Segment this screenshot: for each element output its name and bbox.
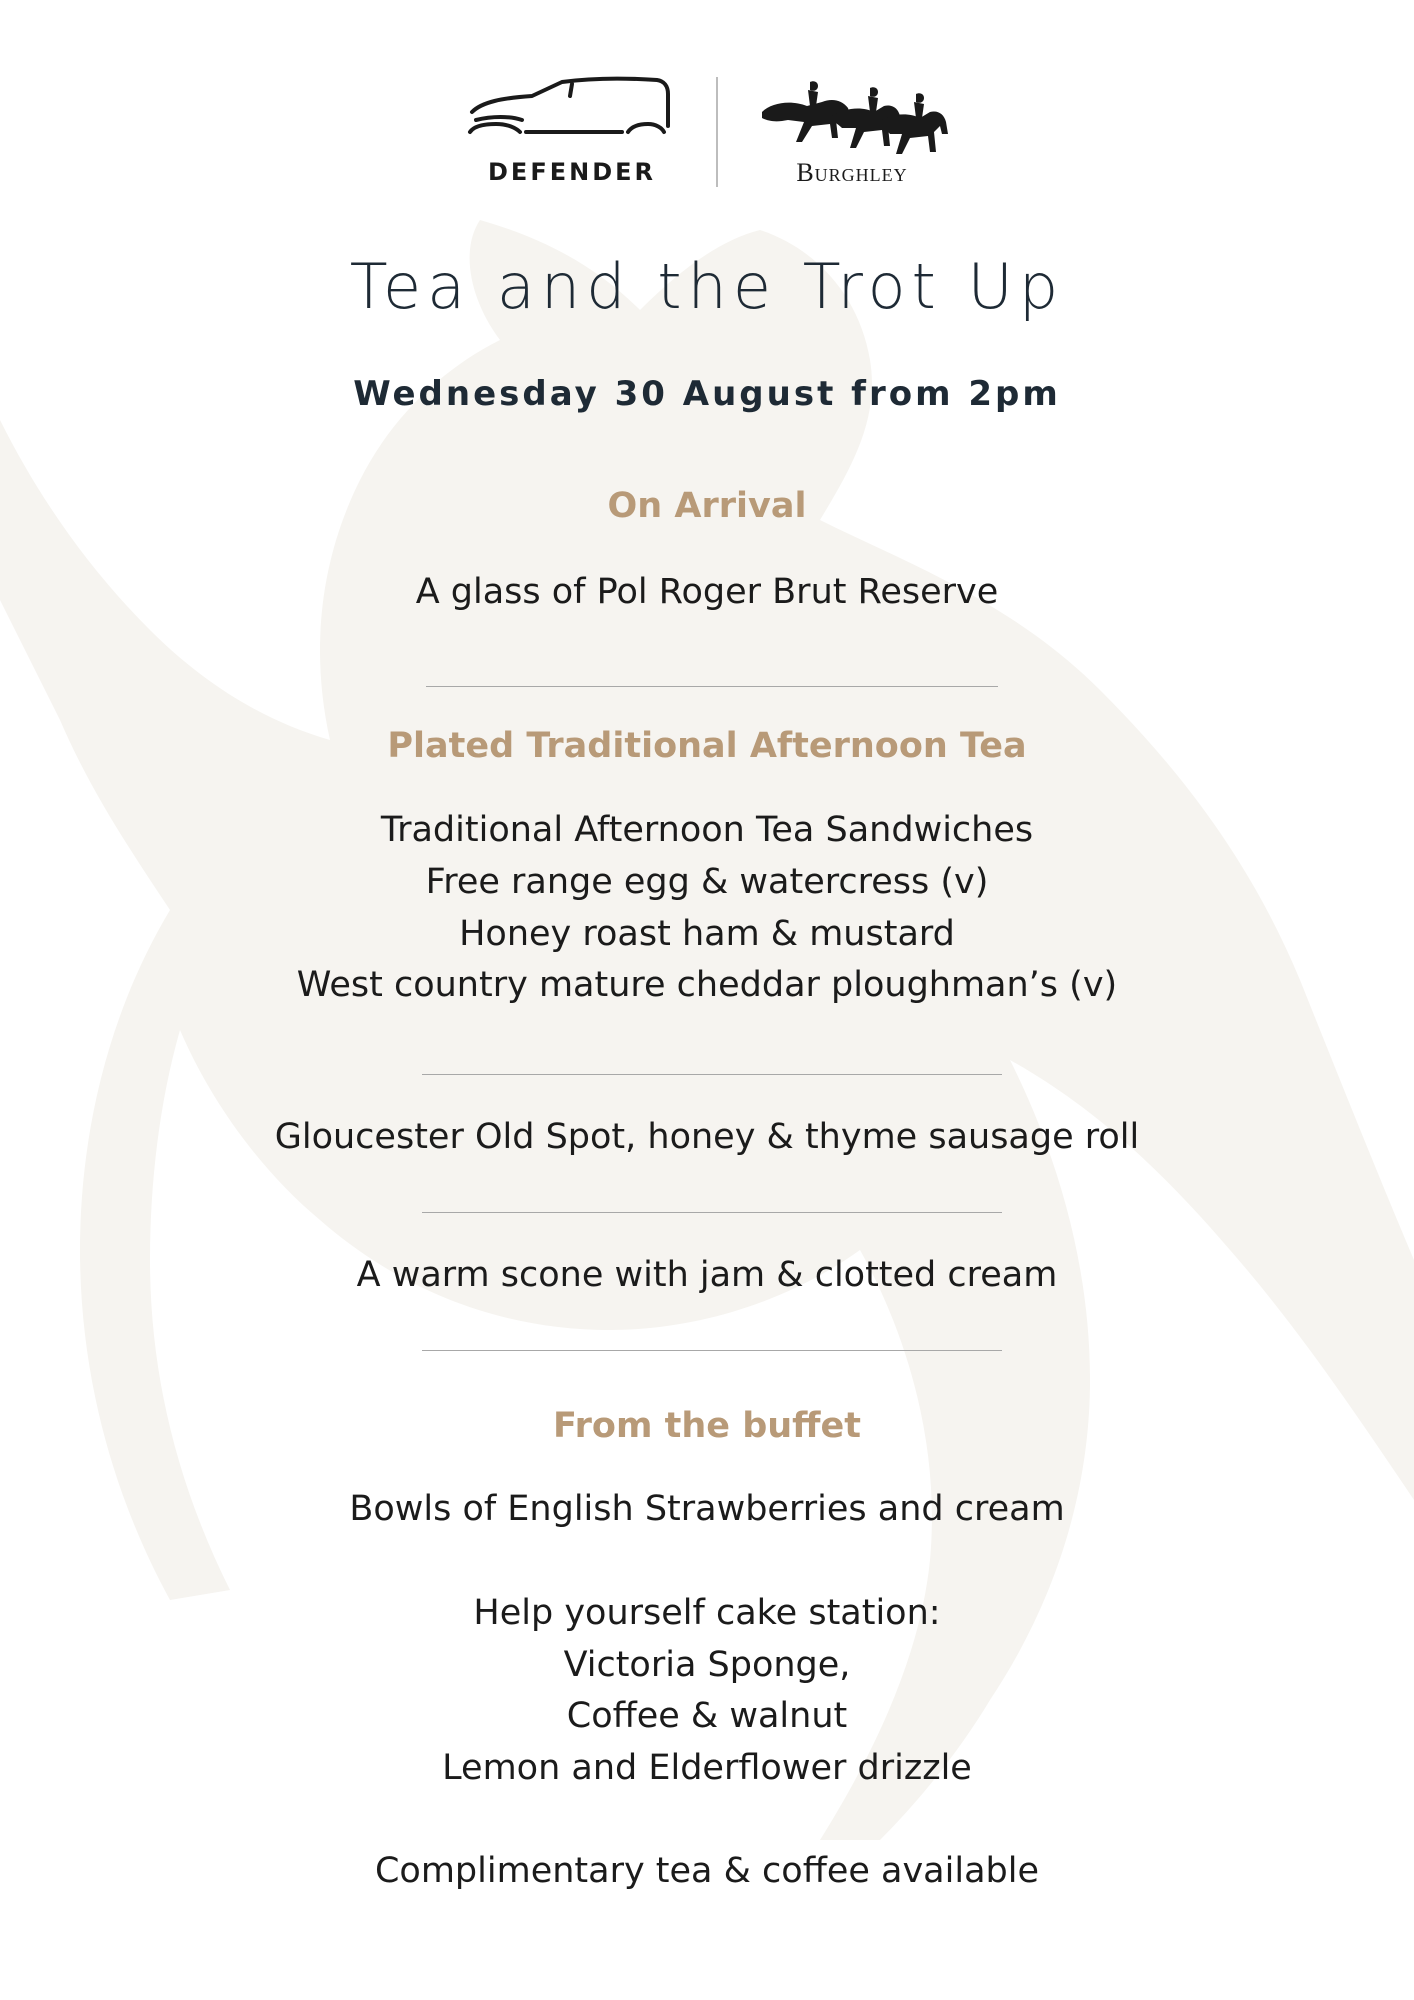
- burghley-wordmark: Burghley: [796, 158, 908, 187]
- menu-item: Free range egg & watercress (v): [425, 862, 989, 902]
- menu-item: West country mature cheddar ploughman’s (v): [296, 965, 1118, 1005]
- menu-item: A warm scone with jam & clotted cream: [356, 1255, 1058, 1295]
- page-title: Tea and the Trot Up: [349, 250, 1065, 323]
- defender-vehicle-icon: [462, 72, 682, 152]
- menu-item: Gloucester Old Spot, honey & thyme sausage roll: [274, 1117, 1140, 1157]
- burghley-logo: [752, 72, 952, 192]
- logo-separator: [716, 77, 718, 187]
- menu-item: Lemon and Elderflower drizzle: [442, 1748, 972, 1788]
- menu-item: Traditional Afternoon Tea Sandwiches: [380, 810, 1034, 850]
- section-heading-buffet: From the buffet: [553, 1406, 861, 1446]
- divider: [426, 686, 998, 687]
- defender-wordmark: DEFENDER: [488, 158, 656, 186]
- section-heading-arrival: On Arrival: [607, 486, 807, 526]
- event-date: Wednesday 30 August from 2pm: [353, 374, 1061, 414]
- horse-riders-icon: [752, 72, 952, 162]
- divider: [422, 1074, 1002, 1075]
- logo-bar: [0, 72, 1414, 192]
- menu-item: Honey roast ham & mustard: [459, 914, 955, 954]
- divider: [422, 1212, 1002, 1213]
- menu-item: Coffee & walnut: [566, 1696, 848, 1736]
- menu-item: Complimentary tea & coffee available: [374, 1851, 1039, 1891]
- menu-item: A glass of Pol Roger Brut Reserve: [415, 572, 999, 612]
- menu-item: Bowls of English Strawberries and cream: [349, 1489, 1065, 1529]
- menu-item: Help yourself cake station:: [473, 1593, 941, 1633]
- defender-logo: [462, 72, 682, 192]
- menu-item: Victoria Sponge,: [563, 1645, 851, 1685]
- divider: [422, 1350, 1002, 1351]
- section-heading-tea: Plated Traditional Afternoon Tea: [387, 726, 1027, 766]
